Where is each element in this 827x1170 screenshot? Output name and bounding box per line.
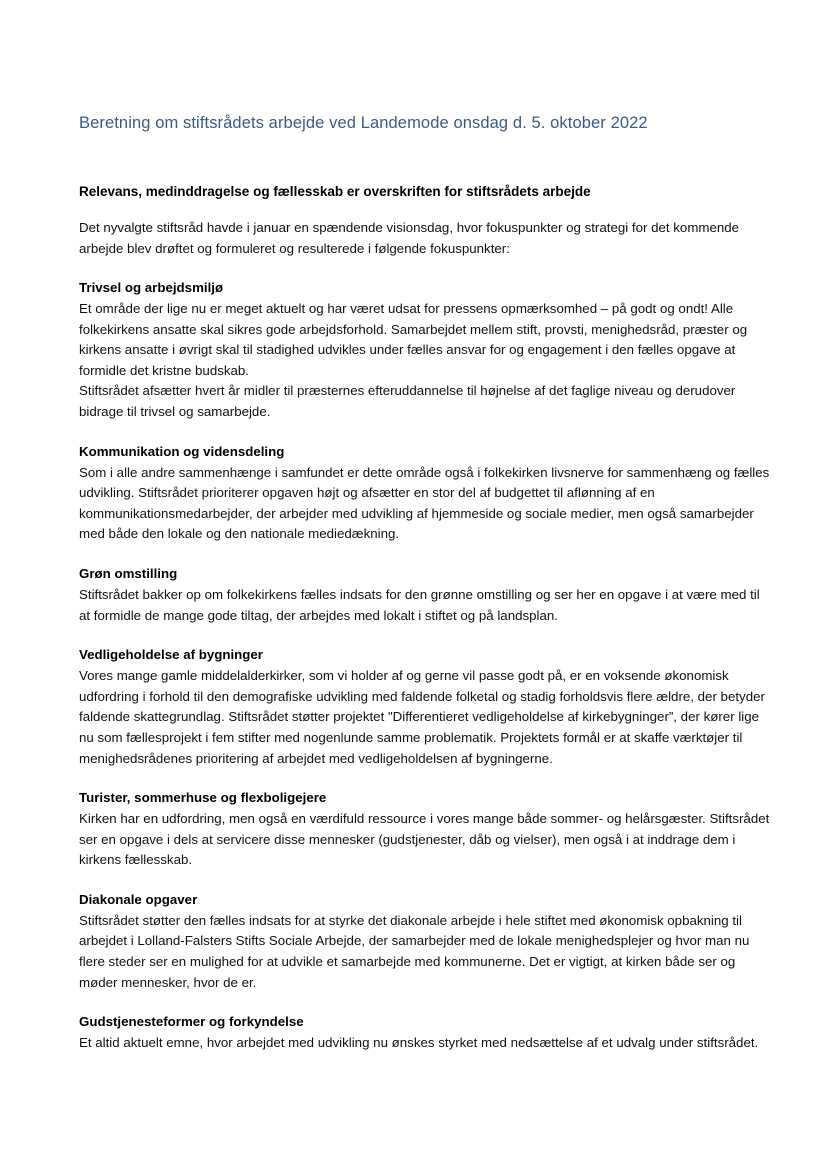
section-heading: Vedligeholdelse af bygninger — [79, 647, 263, 663]
section-paragraph: Stiftsrådet støtter den fælles indsats for at styrke det diakonale arbejde i hele stiftet med økonomisk opbakning til arbejdet i Lolland-Falsters Stifts Sociale Arbejde, der samarbejder med de lokale menighedsplejer og hvor man nu flere steder ser en mulighed for at udvikle et samarbejde med kommunerne. Det er vigtigt, at kirken både ser og møder mennesker, hvor de er. — [79, 912, 750, 990]
section-paragraph: Stiftsrådet bakker op om folkekirkens fælles indsats for den grønne omstilling og ser her en opgave i at være med til at formidle de mange gode tiltag, der arbejdes med lokalt i stiftet og på landsplan. — [79, 586, 760, 623]
section-body — [79, 299, 771, 423]
lead-heading: Relevans, medinddragelse og fællesskab er overskriften for stiftsrådets arbejde — [79, 184, 591, 199]
document-section — [79, 278, 771, 423]
section-body — [79, 666, 771, 769]
sections-container — [79, 278, 771, 1054]
section-heading: Turister, sommerhuse og flexboligejere — [79, 790, 327, 806]
section-heading: Kommunikation og vidensdeling — [79, 443, 285, 459]
lead-paragraph: Det nyvalgte stiftsråd havde i januar en spændende visionsdag, hvor fokuspunkter og strategi for det kommende arbejde blev drøftet og formuleret og resulterede i følgende fokuspunkter: — [79, 220, 740, 256]
section-paragraph: Et område der lige nu er meget aktuelt og har været udsat for pressens opmærksomhed – på godt og ondt! Alle folkekirkens ansatte skal sikres gode arbejdsforhold. Samarbejdet mellem stift, provsti, menighedsråd, præster og kirkens ansatte i øvrigt skal til stadighed udvikles under fælles ansvar for og engagement i den fælles opgave at formidle det kristne budskab. — [79, 301, 748, 378]
document-section — [79, 442, 771, 545]
section-paragraph: Et altid aktuelt emne, hvor arbejdet med udvikling nu ønskes styrket med nedsættelse af et udvalg under stiftsrådet. — [79, 1035, 759, 1051]
section-body — [79, 585, 771, 626]
section-paragraph: Som i alle andre sammenhænge i samfundet er dette område også i folkekirken livsnerve for sammenhæng og fælles udvikling. Stiftsrådet prioriterer opgaven højt og afsætter en stor del af budgettet til aflønning af en kommunikationsmedarbejder, der arbejder med udvikling af hjemmeside og sociale medier, men også samarbejder med både den lokale og den nationale mediedækning. — [79, 464, 770, 542]
document-section — [79, 1012, 771, 1054]
page-title: Beretning om stiftsrådets arbejde ved Landemode onsdag d. 5. oktober 2022 — [79, 114, 648, 132]
section-body — [79, 911, 771, 993]
section-paragraph: Vores mange gamle middelalderkirker, som vi holder af og gerne vil passe godt på, er en voksende økonomisk udfordring i forhold til den demografiske udvikling med faldende folketal og stadig forholdsvis flere ældre, der betyder faldende skattegrundlag. Stiftsrådet støtter projektet "Differentieret vedligeholdelse af kirkebygninger”, der kører lige nu som fællesprojekt i fem stifter med nogenlunde samme problematik. Projektets formål er at skaffe værktøjer til menighedsrådenes prioritering af arbejdet med vedligeholdelsen af bygningerne. — [79, 668, 765, 766]
section-body — [79, 463, 771, 545]
document-section — [79, 788, 771, 871]
section-heading: Grøn omstilling — [79, 565, 178, 581]
section-heading: Gudstjenesteformer og forkyndelse — [79, 1014, 304, 1030]
section-body — [79, 809, 771, 871]
document-content — [79, 112, 771, 1054]
document-section — [79, 645, 771, 769]
section-paragraph: Stiftsrådet afsætter hvert år midler til præsternes efteruddannelse til højnelse af det faglige niveau og derudover bidrage til trivsel og samarbejde. — [79, 383, 736, 419]
section-heading: Trivsel og arbejdsmiljø — [79, 280, 224, 295]
document-section — [79, 890, 771, 993]
section-body — [79, 1033, 771, 1054]
section-paragraph: Kirken har en udfordring, men også en værdifuld ressource i vores mange både sommer- og helårsgæster. Stiftsrådet ser en opgave i dels at servicere disse mennesker (gudstjenester, dåb og vielser), men også i at inddrage dem i kirkens fællesskab. — [79, 811, 770, 868]
document-section — [79, 564, 771, 626]
section-heading: Diakonale opgaver — [79, 891, 198, 907]
